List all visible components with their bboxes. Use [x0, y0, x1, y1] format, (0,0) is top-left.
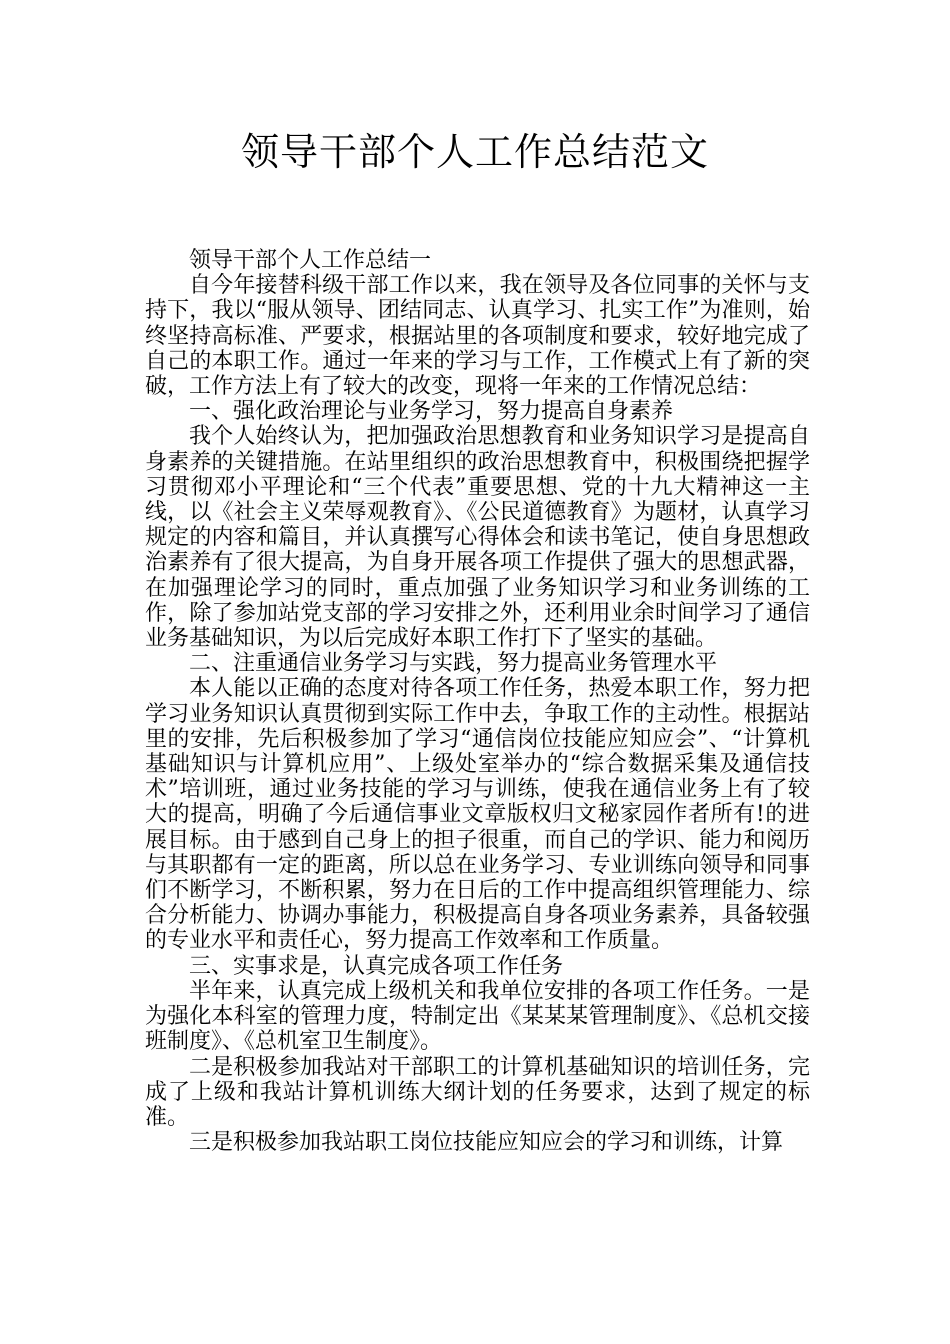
heading-two: 二、注重通信业务学习与实践，努力提高业务管理水平 [189, 651, 718, 677]
paragraph-one: 我个人始终认为，把加强政治思想教育和业务知识学习是提高自身素养的关键措施。在站里组织的政治思想教育中，积极围绕把握学习贯彻邓小平理论和“三个代表”重要思想、党的十九大精神这一主线，以《社会主义荣辱观教育》、《公民道德教育》为题材，认真学习规定的内容和篇目，并认真撰写心得体会和读书笔记，使自身思想政治素养有了很大提高，为自身开展各项工作提供了强大的思想武器，在加强理论学习的同时，重点加强了业务知识学习和业务训练的工作，除了参加站党支部的学习安排之外，还利用业余时间学习了通信业务基础知识，为以后完成好本职工作打下了坚实的基础。 [145, 424, 810, 652]
document-title: 领导干部个人工作总结范文 [240, 130, 709, 174]
heading-three: 三、实事求是，认真完成各项工作任务 [189, 953, 564, 979]
paragraph-four: 二是积极参加我站对干部职工的计算机基础知识的培训任务，完成了上级和我站计算机训练大纲计划的任务要求，达到了规定的标准。 [145, 1054, 810, 1130]
heading-one: 一、强化政治理论与业务学习，努力提高自身素养 [189, 399, 674, 425]
paragraph-three: 半年来，认真完成上级机关和我单位安排的各项工作任务。一是为强化本科室的管理力度，特制定出《某某某管理制度》、《总机交接班制度》、《总机室卫生制度》。 [145, 978, 810, 1055]
intro-paragraph: 自今年接替科级干部工作以来，我在领导及各位同事的关怀与支持下，我以“服从领导、团结同志、认真学习、扎实工作”为准则，始终坚持高标准、严要求，根据站里的各项制度和要求，较好地完成了自己的本职工作。通过一年来的学习与工作，工作模式上有了新的突破，工作方法上有了较大的改变，现将一年来的工作情况总结： [145, 273, 810, 400]
paragraph-two: 本人能以正确的态度对待各项工作任务，热爱本职工作，努力把学习业务知识认真贯彻到实际工作中去，争取工作的主动性。根据站里的安排，先后积极参加了学习“通信岗位技能应知应会”、“计算机基础知识与计算机应用”、上级处室举办的“综合数据采集及通信技术”培训班，通过业务技能的学习与训练，使我在通信业务上有了较大的提高，明确了今后通信事业文章版权归文秘家园作者所有!的进展目标。由于感到自己身上的担子很重，而自己的学识、能力和阅历与其职都有一定的距离，所以总在业务学习、专业训练向领导和同事们不断学习，不断积累，努力在日后的工作中提高组织管理能力、综合分析能力、协调办事能力，积极提高自身各项业务素养，具备较强的专业水平和责任心，努力提高工作效率和工作质量。 [145, 676, 810, 954]
section-title: 领导干部个人工作总结一 [189, 248, 432, 273]
document-body [145, 248, 810, 1155]
paragraph-five: 三是积极参加我站职工岗位技能应知应会的学习和训练，计算 [189, 1130, 784, 1156]
